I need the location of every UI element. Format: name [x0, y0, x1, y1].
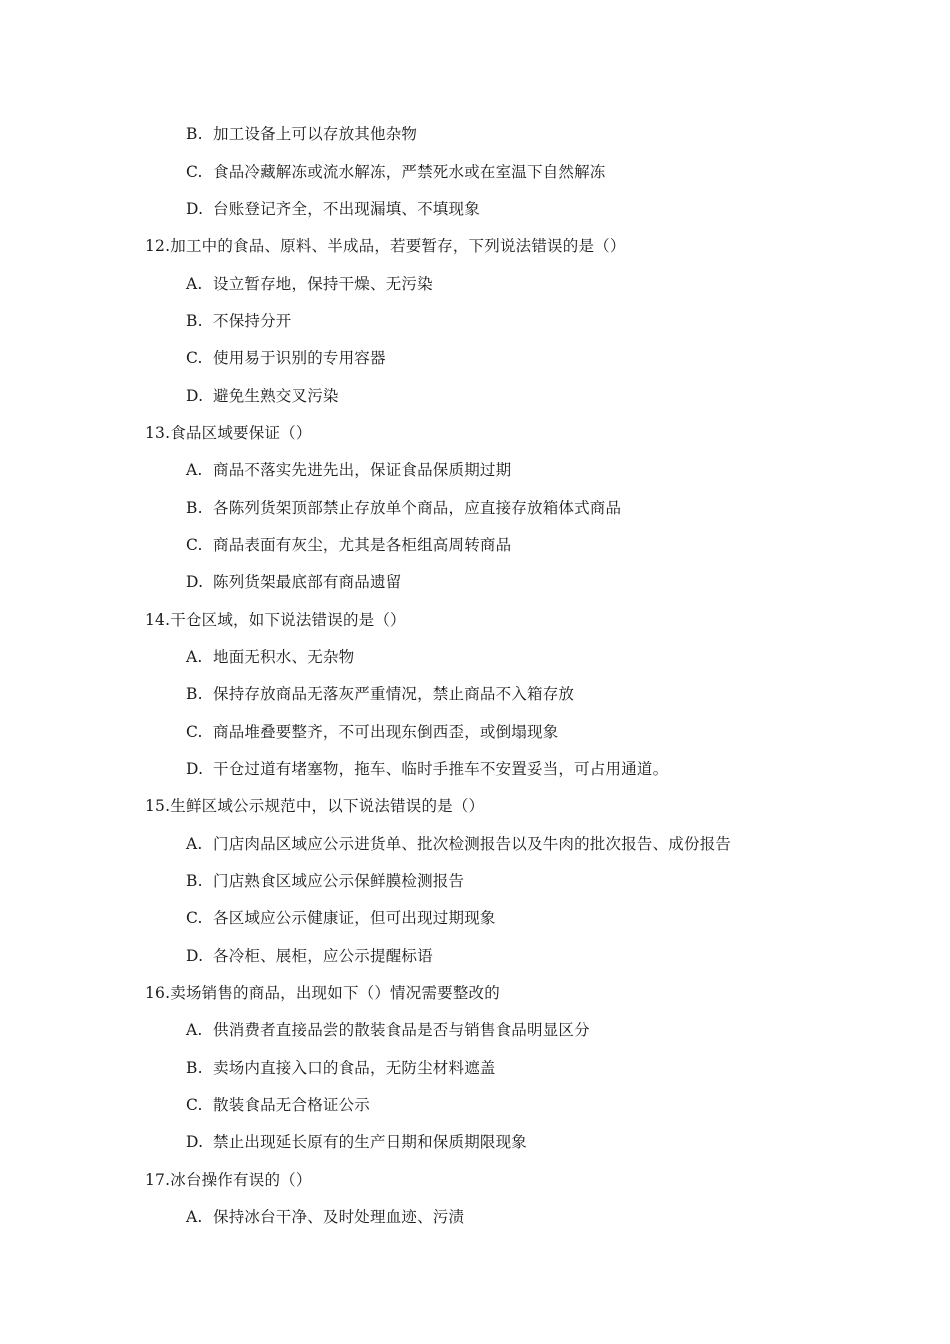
option-letter: C.: [186, 349, 203, 367]
option-text: 商品堆叠要整齐，不可出现东倒西歪，或倒塌现象: [213, 723, 559, 741]
option-14-d: [186, 759, 668, 779]
option-letter: A.: [186, 835, 203, 853]
option-letter: C.: [186, 1096, 203, 1114]
option-text: 门店肉品区域应公示进货单、批次检测报告以及牛肉的批次报告、成份报告: [213, 835, 732, 853]
option-text: 保持冰台干净、及时处理血迹、污渍: [213, 1208, 465, 1226]
option-text: 设立暂存地，保持干燥、无污染: [213, 275, 433, 293]
option-11-c: [186, 162, 606, 182]
question-16-stem: 16.卖场销售的商品，出现如下（）情况需要整改的: [145, 984, 500, 1002]
option-letter: D.: [186, 200, 204, 218]
option-text: 供消费者直接品尝的散装食品是否与销售食品明显区分: [213, 1021, 590, 1039]
option-text: 陈列货架最底部有商品遗留: [213, 573, 402, 591]
option-text: 不保持分开: [213, 312, 292, 330]
option-letter: B.: [186, 312, 203, 330]
option-13-c: [186, 535, 511, 555]
option-text: 商品不落实先进先出，保证食品保质期过期: [213, 461, 512, 479]
option-letter: B.: [186, 872, 203, 890]
option-12-c: [186, 348, 386, 368]
option-12-a: [186, 274, 433, 294]
option-letter: C.: [186, 536, 203, 554]
option-13-b: [186, 498, 621, 518]
option-letter: C.: [186, 909, 203, 927]
option-letter: B.: [186, 125, 203, 143]
option-14-a: [186, 647, 354, 667]
option-letter: D.: [186, 573, 204, 591]
option-13-d: [186, 572, 401, 592]
option-text: 保持存放商品无落灰严重情况，禁止商品不入箱存放: [213, 685, 575, 703]
option-letter: A.: [186, 648, 203, 666]
option-letter: D.: [186, 387, 204, 405]
option-16-b: [186, 1058, 496, 1078]
option-11-d: [186, 199, 480, 219]
option-letter: C.: [186, 163, 203, 181]
option-text: 禁止出现延长原有的生产日期和保质期限现象: [213, 1133, 528, 1151]
option-16-c: [186, 1095, 370, 1115]
option-letter: D.: [186, 1133, 204, 1151]
option-text: 地面无积水、无杂物: [213, 648, 355, 666]
option-text: 各区域应公示健康证，但可出现过期现象: [213, 909, 496, 927]
question-13-stem: 13.食品区域要保证（）: [145, 424, 312, 442]
option-text: 各冷柜、展柜，应公示提醒标语: [213, 947, 433, 965]
option-text: 使用易于识别的专用容器: [213, 349, 386, 367]
option-letter: D.: [186, 947, 204, 965]
question-12-stem: 12.加工中的食品、原料、半成品，若要暂存，下列说法错误的是（）: [145, 237, 626, 255]
option-14-c: [186, 722, 558, 742]
option-letter: B.: [186, 499, 203, 517]
option-letter: A.: [186, 275, 203, 293]
option-11-b: [186, 124, 417, 144]
option-text: 门店熟食区域应公示保鲜膜检测报告: [213, 872, 465, 890]
option-text: 商品表面有灰尘，尤其是各柜组高周转商品: [213, 536, 512, 554]
question-17-stem: 17.冰台操作有误的（）: [145, 1171, 312, 1189]
option-text: 各陈列货架顶部禁止存放单个商品，应直接存放箱体式商品: [213, 499, 622, 517]
option-15-c: [186, 908, 496, 928]
option-15-d: [186, 946, 433, 966]
option-12-d: [186, 386, 339, 406]
option-15-b: [186, 871, 464, 891]
option-17-a: [186, 1207, 464, 1227]
option-text: 台账登记齐全，不出现漏填、不填现象: [213, 200, 480, 218]
option-letter: B.: [186, 1059, 203, 1077]
option-letter: A.: [186, 1021, 203, 1039]
option-letter: C.: [186, 723, 203, 741]
option-16-a: [186, 1020, 590, 1040]
option-16-d: [186, 1132, 527, 1152]
option-13-a: [186, 460, 511, 480]
option-letter: D.: [186, 760, 204, 778]
option-text: 食品冷藏解冻或流水解冻，严禁死水或在室温下自然解冻: [213, 163, 606, 181]
option-14-b: [186, 684, 574, 704]
option-text: 卖场内直接入口的食品，无防尘材料遮盖: [213, 1059, 496, 1077]
question-14-stem: 14.干仓区域，如下说法错误的是（）: [145, 611, 406, 629]
option-letter: A.: [186, 1208, 203, 1226]
option-letter: B.: [186, 685, 203, 703]
option-text: 干仓过道有堵塞物，拖车、临时手推车不安置妥当，可占用通道。: [213, 760, 669, 778]
question-15-stem: 15.生鲜区域公示规范中，以下说法错误的是（）: [145, 797, 485, 815]
option-text: 避免生熟交叉污染: [213, 387, 339, 405]
option-text: 加工设备上可以存放其他杂物: [213, 125, 418, 143]
option-12-b: [186, 311, 292, 331]
option-text: 散装食品无合格证公示: [213, 1096, 371, 1114]
option-letter: A.: [186, 461, 203, 479]
option-15-a: [186, 834, 731, 854]
